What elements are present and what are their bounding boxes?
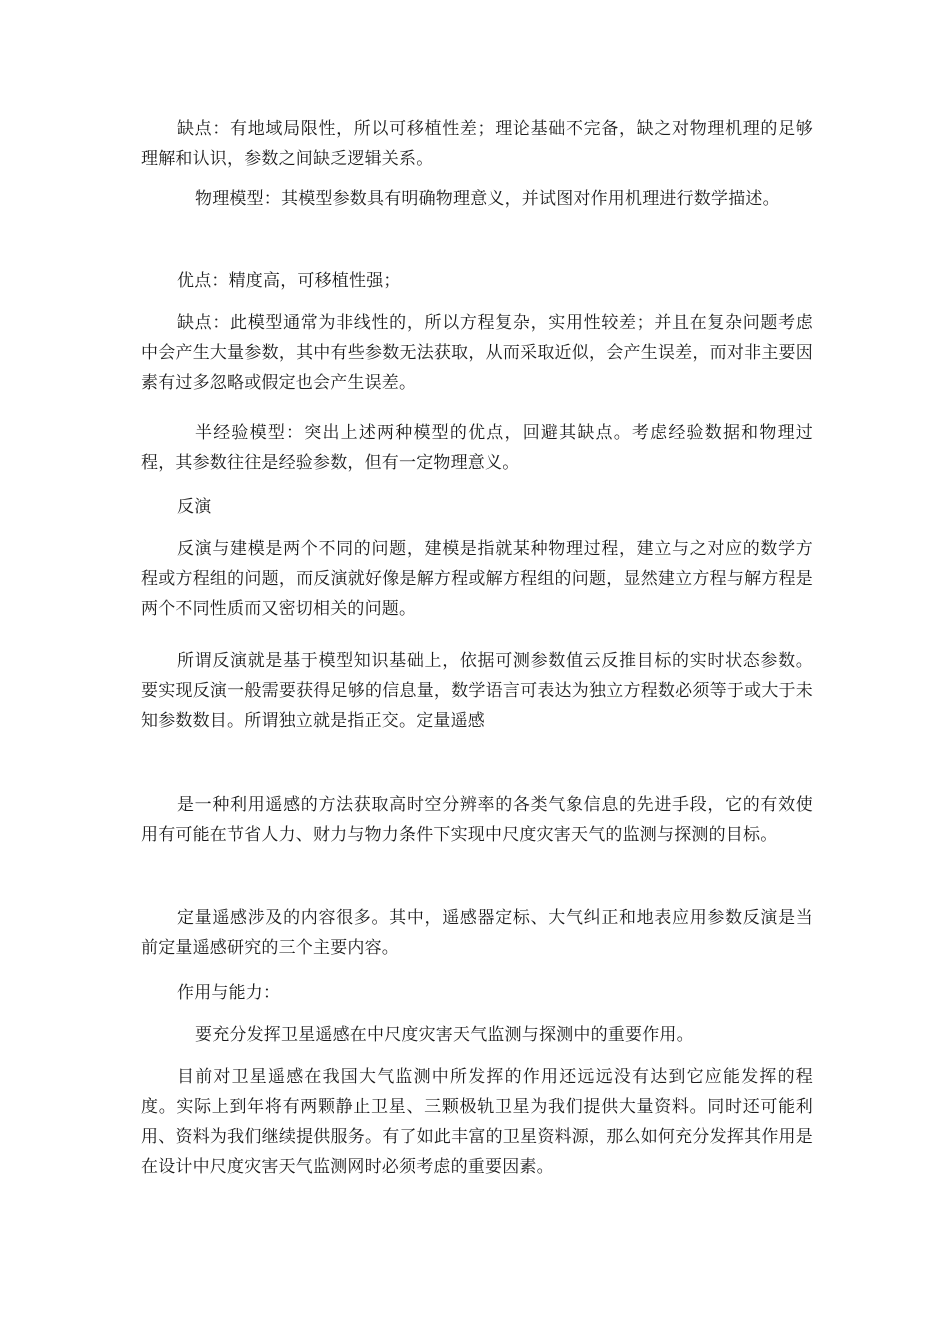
paragraph-physical-model-advantages: 优点：精度高，可移植性强； [177, 271, 401, 291]
paragraph-semi-empirical-model: 半经验模型：突出上述两种模型的优点，回避其缺点。考虑经验数据和物理过程，其参数往往是经验参数，但有一定物理意义。 [141, 423, 813, 473]
paragraph-inversion-definition: 所谓反演就是基于模型知识基础上，依据可测参数值云反推目标的实时状态参数。要实现反演一般需要获得足够的信息量，数学语言可表达为独立方程数必须等于或大于未知参数数目。所谓独立就是指正交。定量遥感 [141, 651, 813, 731]
paragraph-satellite-monitoring: 目前对卫星遥感在我国大气监测中所发挥的作用还远远没有达到它应能发挥的程度。实际上到年将有两颗静止卫星、三颗极轨卫星为我们提供大量资料。同时还可能利用、资料为我们继续提供服务。有了如此丰富的卫星资料源，那么如何充分发挥其作用是在设计中尺度灾害天气监测网时必须考虑的重要因素。 [141, 1067, 813, 1177]
paragraph-empirical-model-drawbacks: 缺点：有地域局限性，所以可移植性差；理论基础不完备，缺之对物理机理的足够理解和认识，参数之间缺乏逻辑关系。 [141, 119, 813, 169]
paragraph-physical-model-drawbacks: 缺点：此模型通常为非线性的，所以方程复杂，实用性较差；并且在复杂问题考虑中会产生大量参数，其中有些参数无法获取，从而采取近似，会产生误差，而对非主要因素有过多忽略或假定也会产生误差。 [141, 313, 813, 393]
heading-role-and-capability: 作用与能力： [177, 983, 281, 1003]
paragraph-inversion-vs-modeling: 反演与建模是两个不同的问题，建模是指就某种物理过程，建立与之对应的数学方程或方程组的问题，而反演就好像是解方程或解方程组的问题，显然建立方程与解方程是两个不同性质而又密切相关的问题。 [141, 539, 813, 619]
paragraph-quantitative-remote-sensing-content: 定量遥感涉及的内容很多。其中，遥感器定标、大气纠正和地表应用参数反演是当前定量遥感研究的三个主要内容。 [141, 908, 813, 958]
paragraph-physical-model: 物理模型：其模型参数具有明确物理意义，并试图对作用机理进行数学描述。 [195, 189, 780, 209]
heading-inversion: 反演 [177, 497, 212, 517]
paragraph-quantitative-remote-sensing: 是一种利用遥感的方法获取高时空分辨率的各类气象信息的先进手段，它的有效使用有可能在节省人力、财力与物力条件下实现中尺度灾害天气的监测与探测的目标。 [141, 795, 813, 845]
paragraph-role-statement: 要充分发挥卫星遥感在中尺度灾害天气监测与探测中的重要作用。 [195, 1025, 694, 1045]
